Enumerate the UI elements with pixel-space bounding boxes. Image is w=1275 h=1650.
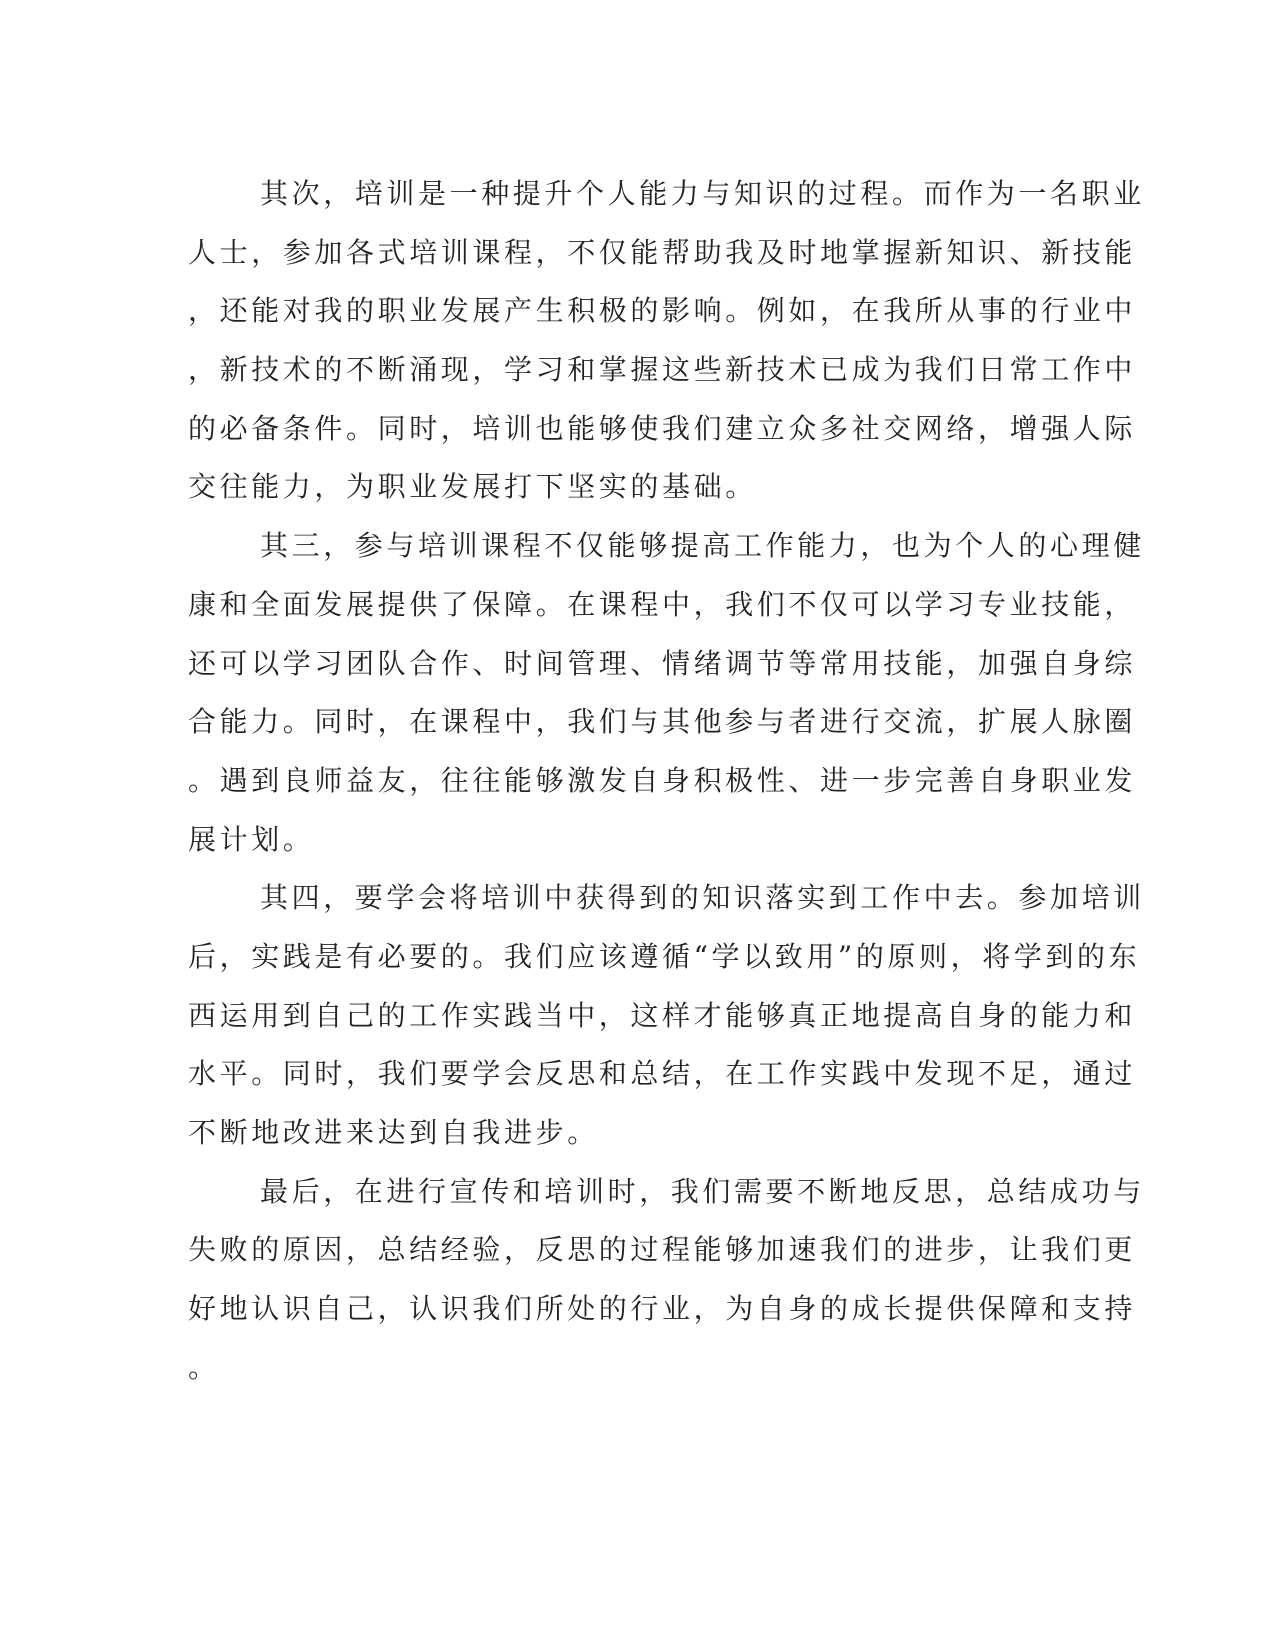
- text-line: ，还能对我的职业发展产生积极的影响。例如，在我所从事的行业中: [188, 294, 1137, 328]
- text-line: 最后，在进行宣传和培训时，我们需要不断地反思，总结成功与: [260, 1174, 1145, 1208]
- text-line: 康和全面发展提供了保障。在课程中，我们不仅可以学习专业技能，: [188, 587, 1137, 621]
- text-line: 失败的原因，总结经验，反思的过程能够加速我们的进步，让我们更: [188, 1233, 1137, 1267]
- text-line: 后，实践是有必要的。我们应该遵循“学以致用”的原则，将学到的东: [188, 939, 1141, 973]
- body-text: [188, 165, 1145, 1397]
- text-line: 西运用到自己的工作实践当中，这样才能够真正地提高自身的能力和: [188, 998, 1137, 1032]
- text-line: 好地认识自己，认识我们所处的行业，为自身的成长提供保障和支持: [188, 1292, 1137, 1326]
- text-line: 合能力。同时，在课程中，我们与其他参与者进行交流，扩展人脉圈: [188, 705, 1137, 739]
- text-line: 其次，培训是一种提升个人能力与知识的过程。而作为一名职业: [260, 177, 1145, 210]
- text-line: ，新技术的不断涌现，学习和掌握这些新技术已成为我们日常工作中: [188, 353, 1137, 387]
- text-line: 的必备条件。同时，培训也能够使我们建立众多社交网络，增强人际: [188, 411, 1137, 445]
- text-line: 不断地改进来达到自我进步。: [188, 1116, 599, 1149]
- text-line: 还可以学习团队合作、时间管理、情绪调节等常用技能，加强自身综: [188, 646, 1137, 680]
- text-line: 水平。同时，我们要学会反思和总结，在工作实践中发现不足，通过: [188, 1057, 1137, 1091]
- text-line: 其三，参与培训课程不仅能够提高工作能力，也为个人的心理健: [260, 529, 1145, 563]
- text-line: 。: [188, 1350, 220, 1384]
- text-line: 其四，要学会将培训中获得到的知识落实到工作中去。参加培训: [260, 881, 1145, 915]
- text-line: 展计划。: [188, 822, 315, 856]
- text-line: 交往能力，为职业发展打下坚实的基础。: [188, 470, 757, 504]
- text-line: 。遇到良师益友，往往能够激发自身积极性、进一步完善自身职业发: [188, 763, 1137, 797]
- text-line: 人士，参加各式培训课程，不仅能帮助我及时地掌握新知识、新技能: [188, 235, 1137, 269]
